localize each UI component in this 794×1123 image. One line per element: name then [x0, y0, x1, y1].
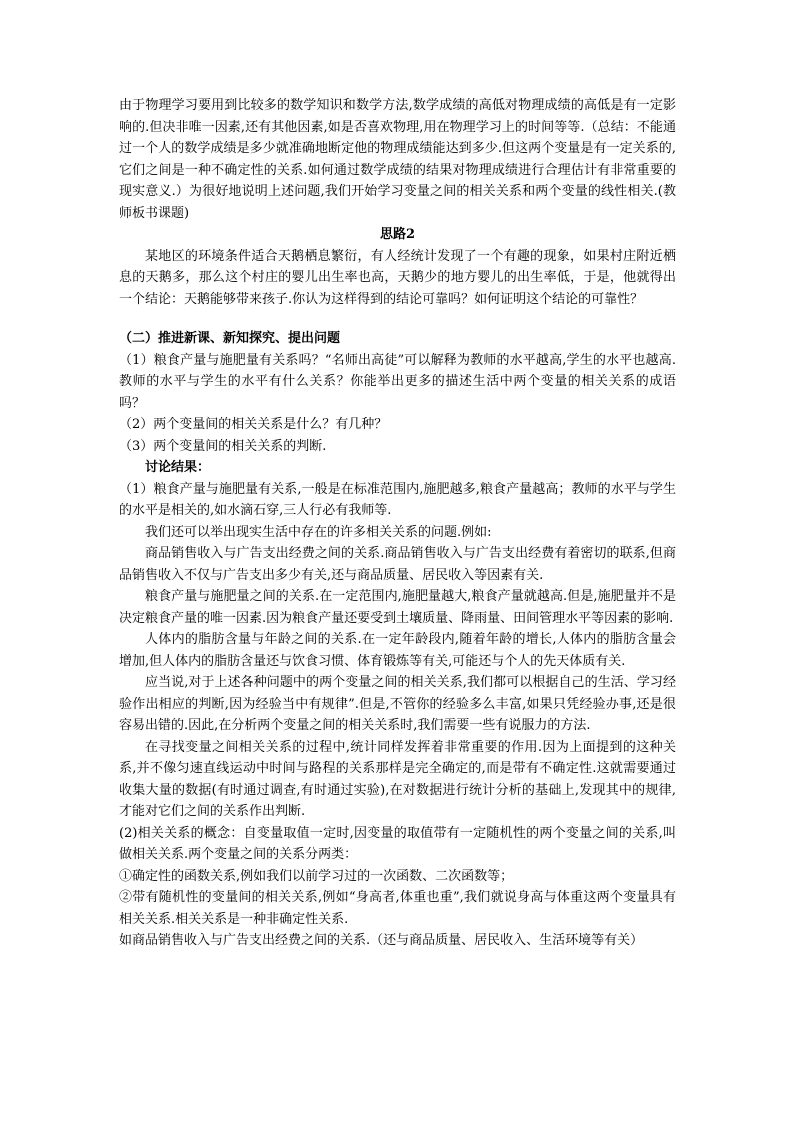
- document-page: [119, 95, 676, 952]
- statistics-role-paragraph: 在寻找变量之间相关关系的过程中,统计同样发挥着非常重要的作用.因为上面提到的这种关系,并不像匀速直线运动中时间与路程的关系那样是完全确定的,而是带有不确定性.这就需要通过收集大量的数据(有时通过调查,有时通过实验),在对数据进行统计分析的基础上,发现其中的规律,才能对它们之间的关系作出判断.: [119, 739, 676, 819]
- type-2: ②带有随机性的变量间的相关关系,例如“身高者,体重也重”,我们就说身高与体重这两个变量具有相关关系.相关关系是一种非确定性关系.: [119, 890, 676, 927]
- question-1: （1）粮食产量与施肥量有关系吗？“名师出高徒”可以解释为教师的水平越高,学生的水平也越高.教师的水平与学生的水平有什么关系？你能举出更多的描述生活中两个变量的相关关系的成语吗？: [119, 352, 676, 411]
- question-3: （3）两个变量间的相关关系的判断.: [119, 438, 327, 454]
- type-2-example: 如商品销售收入与广告支出经费之间的关系.（还与商品质量、居民收入、生活环境等有关）: [119, 933, 644, 948]
- intro-paragraph: 由于物理学习要用到比较多的数学知识和数学方法,数学成绩的高低对物理成绩的高低是有一定影响的.但决非唯一因素,还有其他因素,如是否喜欢物理,用在物理学习上的时间等等.（总结：不能通过一个人的数学成绩是多少就准确地断定他的物理成绩能达到多少.但这两个变量是有一定关系的,它们之间是一种不确定性的关系.如何通过数学成绩的结果对物理成绩进行合理估计有非常重要的现实意义.）为很好地说明上述问题,我们开始学习变量之间的相关关系和两个变量的线性相关.(教师板书课题): [119, 98, 676, 221]
- type-1: ①确定性的函数关系,例如我们以前学习过的一次函数、二次函数等；: [119, 868, 514, 884]
- example-sales: 商品销售收入与广告支出经费之间的关系.商品销售收入与广告支出经费有着密切的联系,但商品销售收入不仅与广告支出多少有关,还与商品质量、居民收入等因素有关.: [119, 546, 676, 583]
- should-say-paragraph: 应当说,对于上述各种问题中的两个变量之间的相关关系,我们都可以根据自己的生活、学习经验作出相应的判断,因为经验当中有规律”.但是,不管你的经验多么丰富,如果只凭经验办事,还是很容易出错的.因此,在分析两个变量之间的相关关系时,我们需要一些有说服力的方法.: [119, 675, 676, 733]
- example-grain: 粮食产量与施肥量之间的关系.在一定范围内,施肥量越大,粮食产量就越高.但是,施肥量并不是决定粮食产量的唯一因素.因为粮食产量还要受到土壤质量、降雨量、田间管理水平等因素的影响.: [119, 589, 676, 626]
- idea2-title: 思路2: [379, 227, 416, 242]
- question-2: （2）两个变量间的相关关系是什么？有几种？: [119, 417, 388, 432]
- discussion-title: 讨论结果：: [145, 460, 211, 475]
- examples-intro: 我们还可以举出现实生活中存在的许多相关关系的问题.例如:: [145, 524, 492, 540]
- example-fat: 人体内的脂肪含量与年龄之间的关系.在一定年龄段内,随着年龄的增长,人体内的脂肪含量会增加,但人体内的脂肪含量还与饮食习惯、体育锻炼等有关,可能还与个人的先天体质有关.: [119, 632, 676, 669]
- concept-paragraph: (2)相关关系的概念：自变量取值一定时,因变量的取值带有一定随机性的两个变量之间的关系,叫做相关关系.两个变量之间的关系分两类：: [119, 825, 676, 862]
- idea2-paragraph: 某地区的环境条件适合天鹅栖息繁衍，有人经统计发现了一个有趣的现象，如果村庄附近栖息的天鹅多，那么这个村庄的婴儿出生率也高，天鹅少的地方婴儿的出生率低，于是，他就得出一个结论：天鹅能够带来孩子.你认为这样得到的结论可靠吗？如何证明这个结论的可靠性？: [119, 248, 676, 307]
- section-heading: （二）推进新课、新知探究、提出问题: [119, 331, 341, 346]
- answer-1: （1）粮食产量与施肥量有关系,一般是在标准范围内,施肥越多,粮食产量越高；教师的水平与学生的水平是相关的,如水滴石穿,三人行必有我师等.: [119, 481, 676, 518]
